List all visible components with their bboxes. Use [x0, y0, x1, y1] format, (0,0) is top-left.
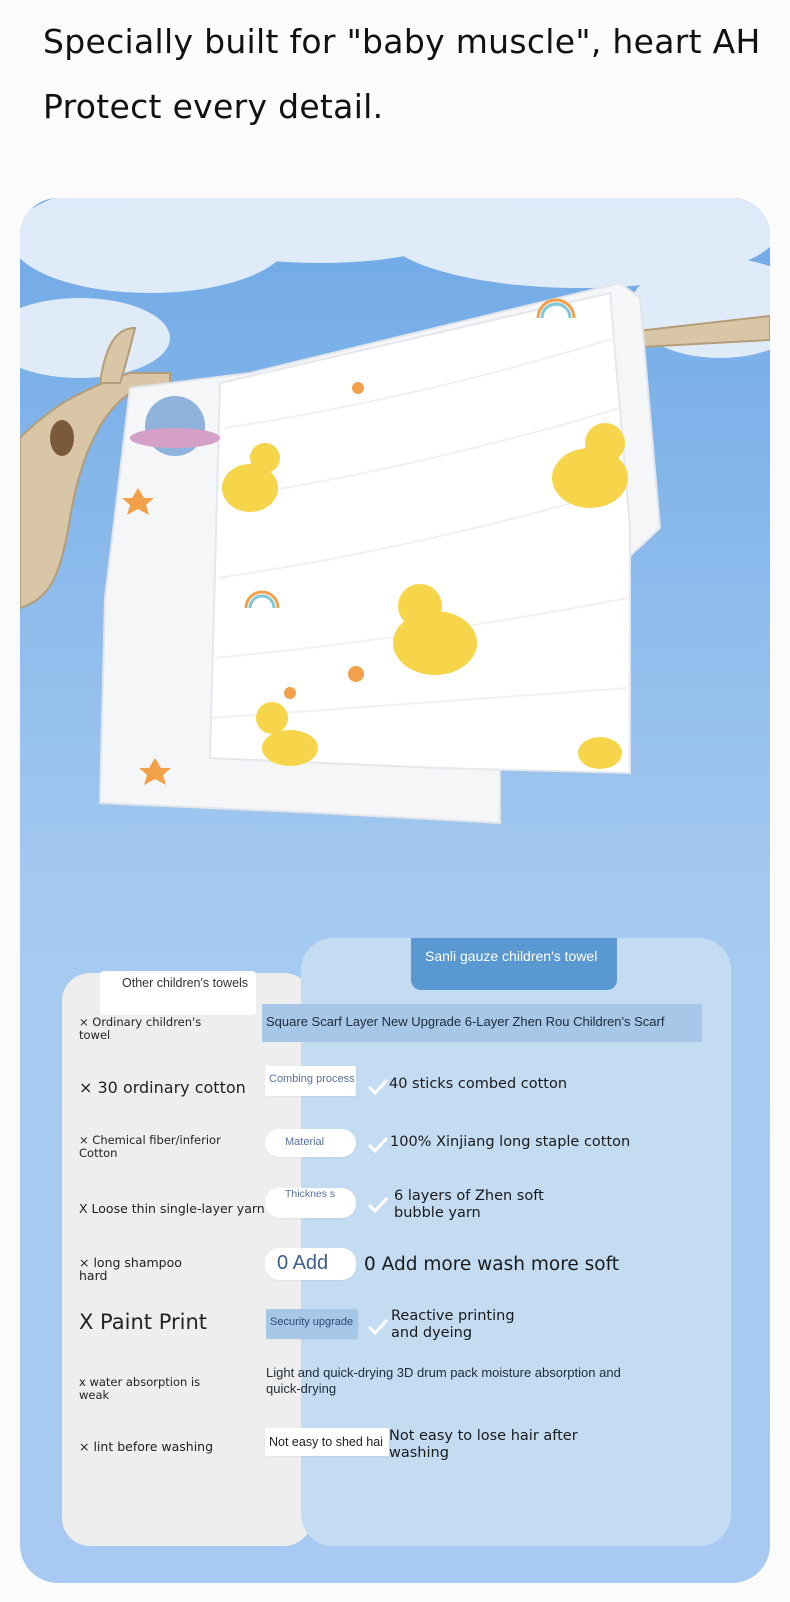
- left-item-lint: × lint before washing: [79, 1439, 214, 1454]
- feature-tag-shed-hair: Not easy to shed hai: [265, 1428, 389, 1456]
- towel-photo: [20, 198, 770, 878]
- feature-tag-material: Material: [265, 1129, 356, 1157]
- feature-tag-zero-add: 0 Add: [265, 1248, 356, 1280]
- feature-bar-quick-drying: Light and quick-drying 3D drum pack moisture absorption and quick-drying: [266, 1365, 621, 1396]
- branch-knot: [50, 420, 74, 456]
- product-card: [20, 198, 770, 1583]
- left-item-shampoo: × long shampoo hard: [79, 1255, 182, 1283]
- sanli-towel-header: Sanli gauze children's towel: [411, 938, 617, 990]
- feature-wash-soft: 0 Add more wash more soft: [364, 1254, 620, 1275]
- headline-line-2: Protect every detail.: [43, 87, 384, 126]
- left-item-absorption: x water absorption is weak: [79, 1375, 201, 1402]
- feature-reactive-printing: Reactive printing and dyeing: [391, 1308, 515, 1341]
- feature-no-hair-loss: Not easy to lose hair after washing: [389, 1428, 578, 1461]
- feature-tag-security: Security upgrade: [266, 1309, 358, 1339]
- feature-tag-combing: Combing process: [265, 1066, 356, 1096]
- left-item-fiber: × Chemical fiber/inferior Cotton: [79, 1133, 221, 1160]
- check-icon: [367, 1078, 389, 1096]
- left-item-yarn: X Loose thin single-layer yarn: [79, 1201, 265, 1216]
- other-towels-header: Other children's towels: [100, 971, 256, 1015]
- feature-xinjiang-cotton: 100% Xinjiang long staple cotton: [390, 1134, 631, 1150]
- feature-bubble-yarn: 6 layers of Zhen soft bubble yarn: [394, 1188, 544, 1221]
- check-icon: [367, 1136, 389, 1154]
- left-item-paint: X Paint Print: [79, 1310, 208, 1334]
- left-item-towel: × Ordinary children's towel: [79, 1015, 202, 1042]
- feature-bar-scarf: Square Scarf Layer New Upgrade 6-Layer Zhen Rou Children's Scarf: [262, 1004, 702, 1042]
- left-item-cotton: × 30 ordinary cotton: [79, 1078, 246, 1097]
- check-icon: [367, 1318, 389, 1336]
- headline-line-1: Specially built for "baby muscle", heart AH: [43, 22, 761, 61]
- feature-tag-thickness: Thicknes s: [265, 1188, 356, 1218]
- check-icon: [367, 1196, 389, 1214]
- feature-combed-cotton: 40 sticks combed cotton: [389, 1076, 568, 1092]
